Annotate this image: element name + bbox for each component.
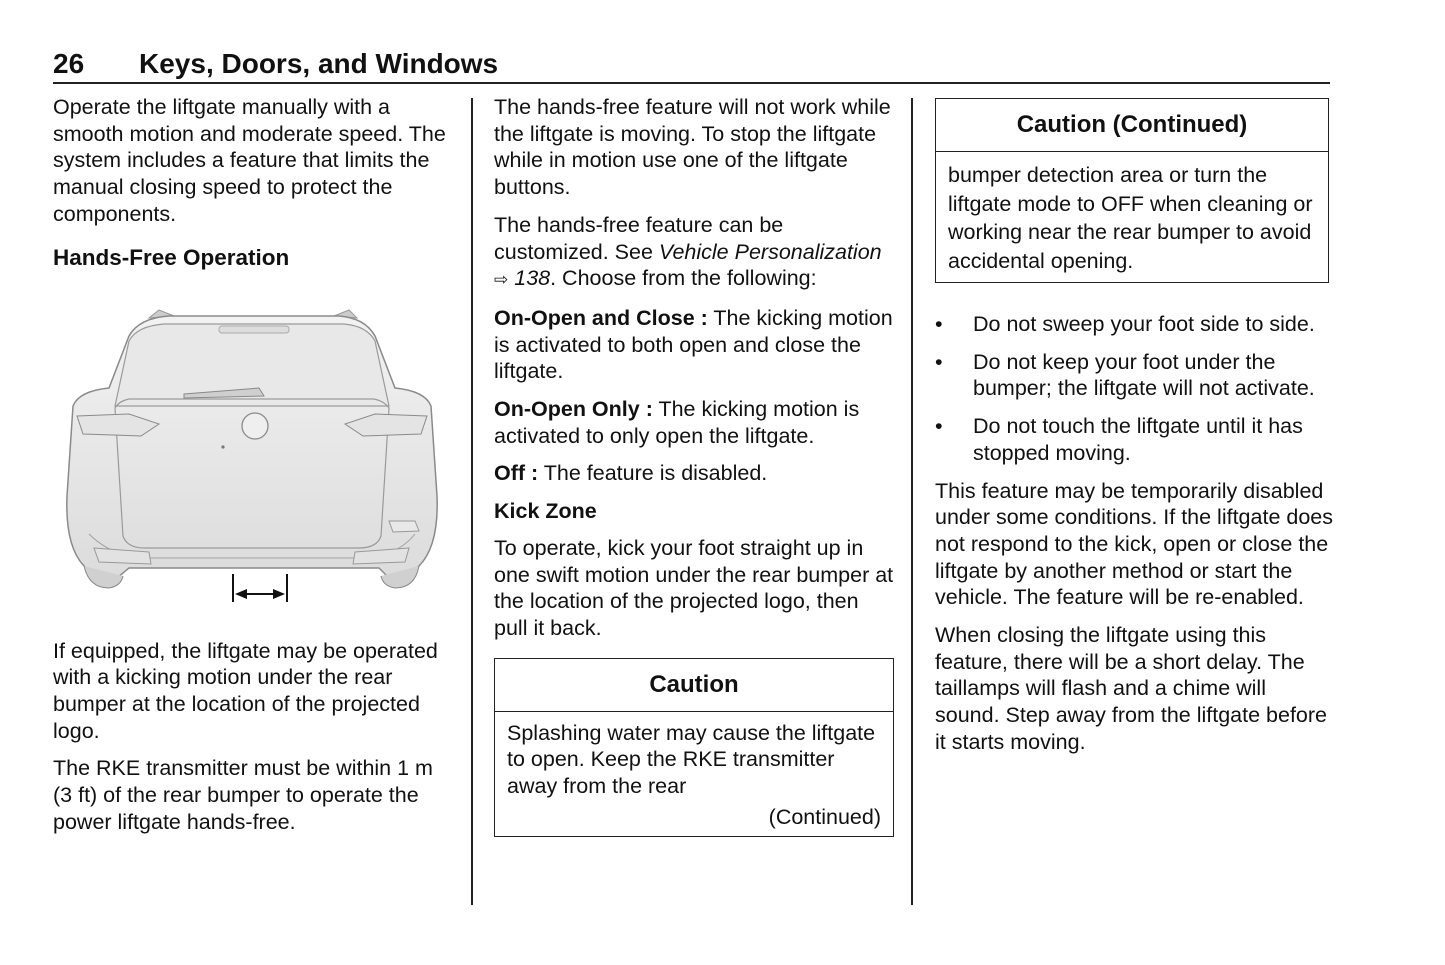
- list-item: • Do not keep your foot under the bumper; the liftgate will not activate.: [935, 349, 1315, 401]
- hands-free-heading: Hands-Free Operation: [53, 244, 290, 270]
- kick-tips-list: [935, 311, 1335, 467]
- vehicle-rear-illustration: [59, 296, 444, 616]
- column-divider: [911, 98, 913, 905]
- customization-paragraph: The hands-free feature can be customized. See Vehicle Personalization ⇨ 138. Choose from the following:: [494, 212, 882, 291]
- caution-continued-box: [935, 98, 1329, 283]
- kick-zone-paragraph: To operate, kick your foot straight up in one swift motion under the rear bumper at the location of the projected logo, then pull it back.: [494, 535, 894, 640]
- page-ref-arrow-icon: ⇨: [494, 270, 509, 290]
- list-item: • Do not sweep your foot side to side.: [935, 312, 1315, 336]
- intro-paragraph: Operate the liftgate manually with a smooth motion and moderate speed. The system includes a feature that limits the manual closing speed to protect the components.: [53, 95, 446, 226]
- caution-continued-title: Caution (Continued): [936, 99, 1328, 152]
- bullet-icon: •: [935, 312, 943, 336]
- column-1: [53, 94, 453, 846]
- caution-continued-body: bumper detection area or turn the liftgate mode to OFF when cleaning or working near the rear bumper to avoid accidental opening.: [948, 163, 1313, 273]
- column-3: [935, 94, 1335, 767]
- car-rear-icon: [59, 296, 444, 616]
- column-divider: [471, 98, 473, 905]
- rke-range-note: The RKE transmitter must be within 1 m (3 ft) of the rear bumper to operate the power liftgate hands-free.: [53, 756, 433, 834]
- liftgate-moving-note: The hands-free feature will not work while the liftgate is moving. To stop the liftgate while in motion use one of the liftgate buttons.: [494, 95, 891, 200]
- caution-body: Splashing water may cause the liftgate to open. Keep the RKE transmitter away from the rear: [507, 720, 876, 799]
- kick-zone-heading: Kick Zone: [494, 499, 597, 524]
- section-title: Keys, Doors, and Windows: [139, 48, 499, 79]
- option-on-open-only: On-Open Only : The kicking motion is activated to only open the liftgate.: [494, 397, 860, 448]
- page-header: [53, 46, 1330, 84]
- closing-delay-note: When closing the liftgate using this feature, there will be a short delay. The taillamps will flash and a chime will sound. Step away from the liftgate before it starts moving.: [935, 623, 1328, 754]
- option-off: Off : The feature is disabled.: [494, 461, 768, 486]
- list-item: • Do not touch the liftgate until it has stopped moving.: [935, 414, 1303, 465]
- option-on-open-close: On-Open and Close : The kicking motion is activated to both open and close the liftgate.: [494, 305, 893, 384]
- caution-box: [494, 658, 894, 838]
- bullet-icon: •: [935, 414, 943, 439]
- page-number: 26: [53, 48, 85, 79]
- temporary-disable-note: This feature may be temporarily disabled under some conditions. If the liftgate does not respond to the kick, open or close the liftgate by another method or start the vehicle. The feature will be re-enabled.: [935, 478, 1333, 610]
- page-ref-number[interactable]: 138: [514, 266, 551, 291]
- vehicle-personalization-link[interactable]: Vehicle Personalization: [658, 239, 882, 264]
- column-2: [494, 94, 894, 837]
- caution-title: Caution: [495, 659, 893, 712]
- hands-free-description: If equipped, the liftgate may be operated with a kicking motion under the rear bumper at the location of the projected logo.: [53, 638, 438, 743]
- bullet-icon: •: [935, 349, 943, 374]
- caution-continued: (Continued): [768, 804, 881, 829]
